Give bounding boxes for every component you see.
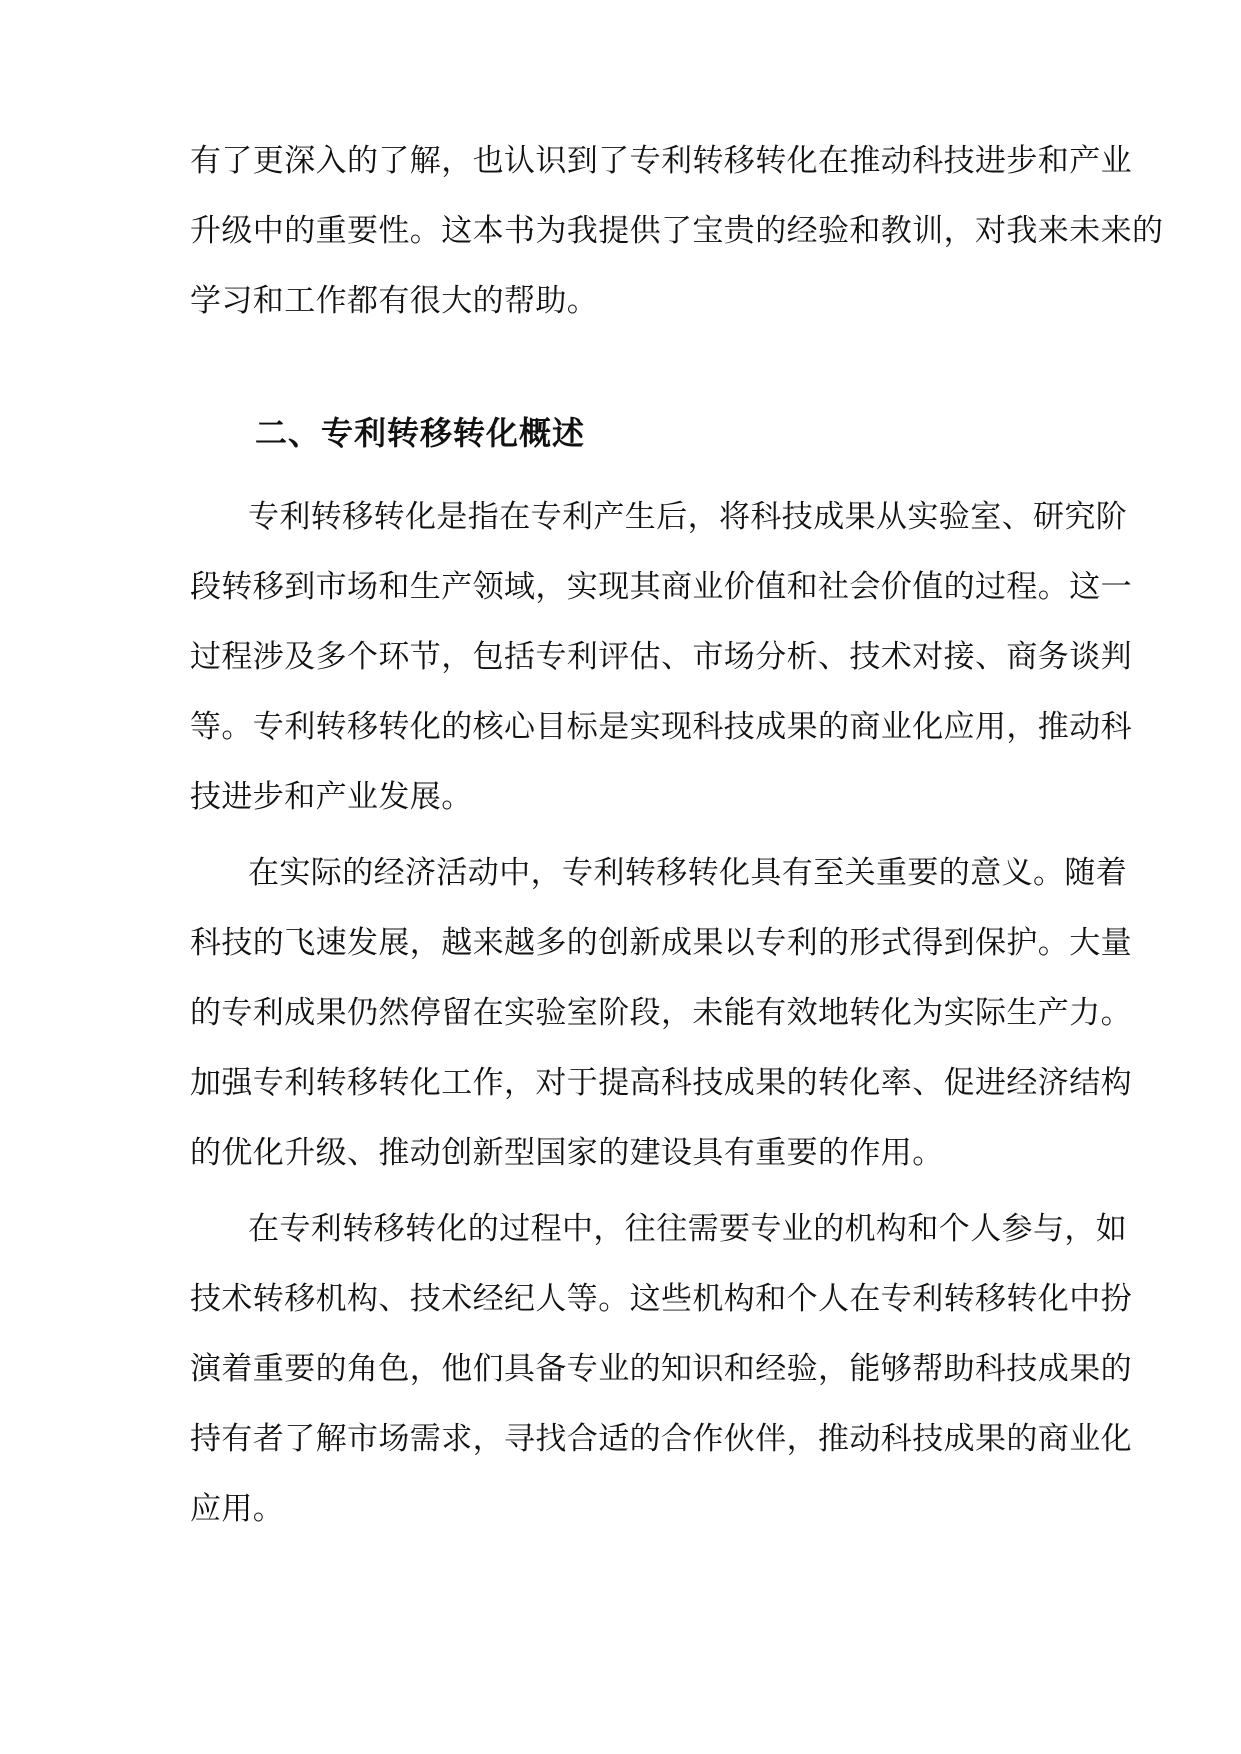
paragraph-line: 加强专利转移转化工作，对于提高科技成果的转化率、促进经济结构 xyxy=(190,1065,1132,1101)
paragraph-line: 技进步和产业发展。 xyxy=(190,779,473,815)
paragraph-line: 段转移到市场和生产领域，实现其商业价值和社会价值的过程。这一 xyxy=(190,569,1132,605)
paragraph-line: 的专利成果仍然停留在实验室阶段，未能有效地转化为实际生产力。 xyxy=(190,995,1132,1031)
paragraph-line: 应用。 xyxy=(190,1491,285,1527)
paragraph-overview xyxy=(190,482,1132,832)
section-heading: 二、专利转移转化概述 xyxy=(255,414,586,452)
paragraph-line: 专利转移转化是指在专利产生后，将科技成果从实验室、研究阶 xyxy=(248,499,1128,535)
paragraph-significance xyxy=(190,838,1132,1188)
paragraph-line: 在实际的经济活动中，专利转移转化具有至关重要的意义。随着 xyxy=(248,855,1128,891)
paragraph-line: 科技的飞速发展，越来越多的创新成果以专利的形式得到保护。大量 xyxy=(190,925,1132,961)
paragraph-institutions xyxy=(190,1194,1132,1544)
paragraph-line: 演着重要的角色，他们具备专业的知识和经验，能够帮助科技成果的 xyxy=(190,1351,1132,1387)
paragraph-line: 过程涉及多个环节，包括专利评估、市场分析、技术对接、商务谈判 xyxy=(190,639,1132,675)
paragraph-line: 有了更深入的了解，也认识到了专利转移转化在推动科技进步和产业 xyxy=(190,143,1132,179)
paragraph-line: 等。专利转移转化的核心目标是实现科技成果的商业化应用，推动科 xyxy=(190,709,1132,745)
paragraph-line: 持有者了解市场需求，寻找合适的合作伙伴，推动科技成果的商业化 xyxy=(190,1421,1132,1457)
paragraph-line: 技术转移机构、技术经纪人等。这些机构和个人在专利转移转化中扮 xyxy=(190,1281,1132,1317)
paragraph-line: 学习和工作都有很大的帮助。 xyxy=(190,283,599,319)
intro-paragraph xyxy=(190,126,1164,336)
paragraph-line: 在专利转移转化的过程中，往往需要专业的机构和个人参与，如 xyxy=(248,1211,1128,1247)
paragraph-line: 升级中的重要性。这本书为我提供了宝贵的经验和教训，对我来未来的 xyxy=(190,213,1164,249)
paragraph-line: 的优化升级、推动创新型国家的建设具有重要的作用。 xyxy=(190,1135,944,1171)
